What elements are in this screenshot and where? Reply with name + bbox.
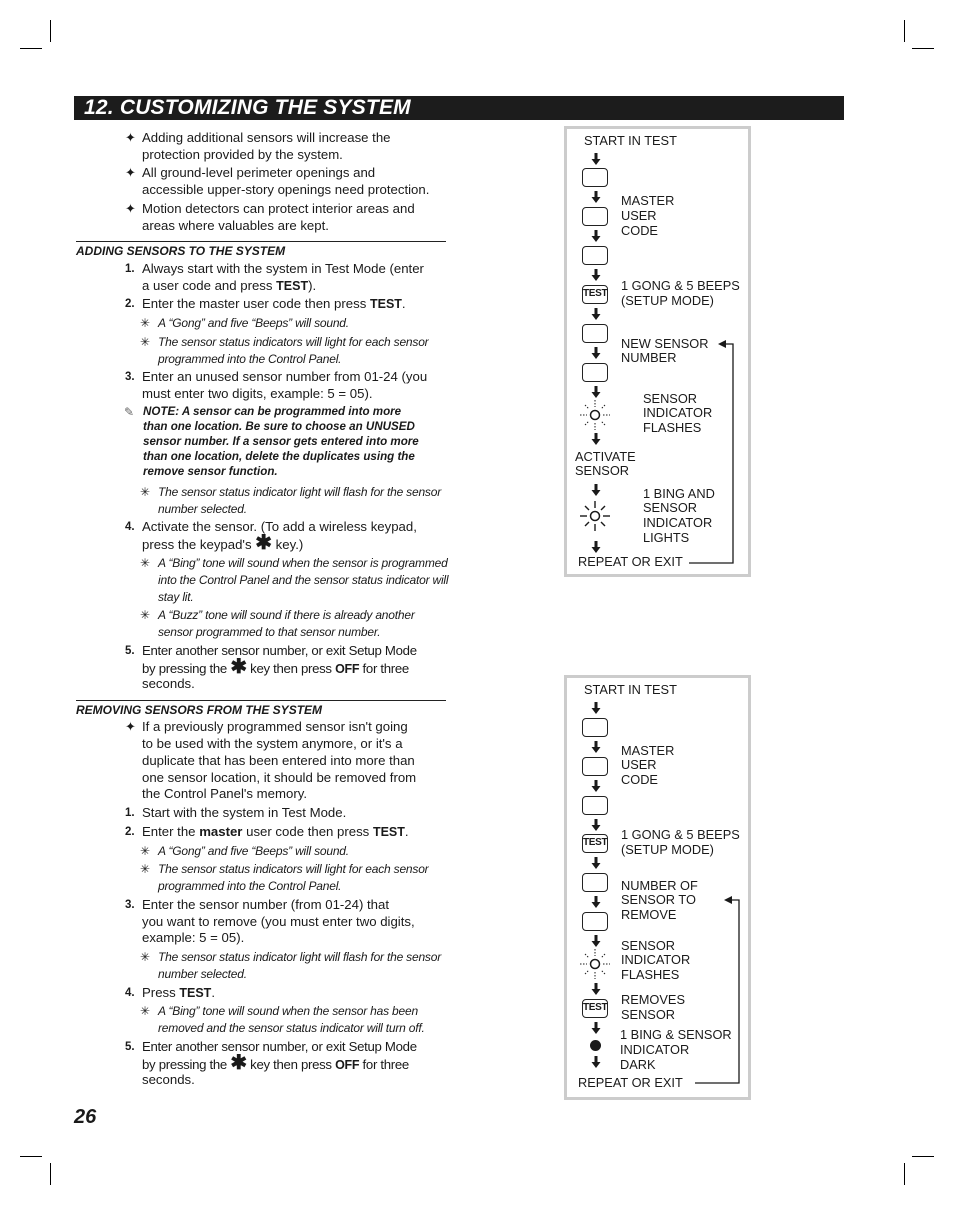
arrow-down-icon — [591, 1056, 601, 1068]
flow-label: ACTIVATE — [575, 449, 636, 464]
arrow-down-icon — [591, 269, 601, 281]
step-number: 5. — [125, 645, 135, 657]
intro-line: All ground-level perimeter openings and — [142, 165, 376, 180]
paragraph-line: If a previously programmed sensor isn't going — [142, 719, 408, 734]
flow-label: REPEAT OR EXIT — [578, 1075, 683, 1090]
substep-note: A “Bing” tone will sound when the sensor is programmed — [158, 556, 448, 570]
test-key-icon: TEST — [582, 834, 608, 853]
arrow-down-icon — [591, 896, 601, 908]
arrow-down-icon — [591, 819, 601, 831]
step-text: Always start with the system in Test Mode (enter — [142, 261, 424, 276]
keypad-key-icon — [582, 912, 608, 931]
flow-label: MASTER — [621, 743, 675, 758]
arrow-down-icon — [591, 983, 601, 995]
step-text: by pressing the ✱ key then press OFF for three — [142, 1052, 409, 1074]
section-heading-removing: REMOVING SENSORS FROM THE SYSTEM — [76, 700, 446, 718]
step-text: you want to remove (you must enter two digits, — [142, 914, 415, 929]
flashing-indicator-icon — [578, 948, 612, 980]
note-text: sensor number. If a sensor gets entered into more — [143, 435, 419, 448]
asterisk-icon: ✳ — [140, 608, 151, 622]
substep-note: stay lit. — [158, 590, 194, 604]
flow-label: USER — [621, 208, 657, 223]
asterisk-icon: ✳ — [140, 335, 151, 349]
substep-note: number selected. — [158, 502, 247, 516]
asterisk-icon: ✳ — [140, 556, 151, 570]
substep-note: The sensor status indicators will light for each sensor — [158, 862, 429, 876]
step-text: Enter the master user code then press TEST. — [142, 824, 409, 839]
flow-label: SENSOR — [621, 938, 676, 953]
arrow-down-icon — [591, 935, 601, 947]
test-key-label: TEST — [276, 278, 309, 293]
flow-label: INDICATOR — [643, 515, 713, 530]
intro-line: protection provided by the system. — [142, 146, 343, 162]
keypad-key-icon — [582, 718, 608, 737]
arrow-down-icon — [591, 702, 601, 714]
step-text: example: 5 = 05). — [142, 930, 245, 945]
keypad-key-icon — [582, 207, 608, 226]
step-number: 1. — [125, 807, 135, 819]
substep-note: The sensor status indicator light will flash for the sensor — [158, 485, 442, 499]
crop-mark — [904, 20, 905, 42]
bullet-icon: ✦ — [125, 165, 136, 180]
test-key-label: TEST — [372, 825, 405, 839]
arrow-down-icon — [591, 191, 601, 203]
flow-label: CODE — [621, 772, 658, 787]
bullet-icon: ✦ — [125, 201, 136, 216]
test-key-label: TEST — [369, 297, 402, 311]
crop-mark — [50, 20, 51, 42]
flow-label: REMOVES — [621, 992, 685, 1007]
crop-mark — [50, 1163, 51, 1185]
asterisk-icon: ✳ — [140, 862, 151, 876]
step-text: Enter the sensor number (from 01-24) that — [142, 897, 390, 912]
asterisk-icon: ✳ — [140, 485, 151, 499]
substep-note: A “Bing” tone will sound when the sensor has been — [158, 1004, 418, 1018]
arrow-down-icon — [591, 347, 601, 359]
off-key-label: OFF — [335, 661, 360, 676]
intro-line: Motion detectors can protect interior areas and — [142, 201, 415, 216]
flow-label: SENSOR — [643, 500, 698, 515]
flow-label: NEW SENSOR — [621, 336, 709, 351]
note-text: NOTE: A sensor can be programmed into more — [143, 405, 402, 418]
substep-note: The sensor status indicator light will flash for the sensor — [158, 950, 442, 964]
substep-note: into the Control Panel and the sensor status indicator will — [158, 573, 449, 587]
flow-label: NUMBER — [621, 350, 677, 365]
keypad-key-icon — [582, 363, 608, 382]
substep-note: A “Buzz” tone will sound if there is already another — [158, 608, 415, 622]
keypad-key-icon — [582, 796, 608, 815]
substep-note: A “Gong” and five “Beeps” will sound. — [158, 844, 349, 858]
substep-note: programmed into the Control Panel. — [158, 352, 342, 366]
step-number: 3. — [125, 899, 135, 911]
flow-label: USER — [621, 757, 657, 772]
crop-mark — [912, 48, 934, 49]
flow-label: NUMBER OF — [621, 878, 698, 893]
arrow-down-icon — [591, 433, 601, 445]
arrow-down-icon — [591, 153, 601, 165]
star-key-icon: ✱ — [230, 1052, 247, 1074]
step-text: press the keypad's ✱ key.) — [142, 532, 304, 554]
step-number: 3. — [125, 371, 135, 383]
step-text: Start with the system in Test Mode. — [142, 805, 347, 820]
crop-mark — [20, 48, 42, 49]
step-text: Enter another sensor number, or exit Setup Mode — [142, 1039, 417, 1054]
flow-label: START IN TEST — [584, 682, 677, 697]
step-text: seconds. — [142, 1072, 195, 1087]
note-text: than one location, delete the duplicates using the — [143, 450, 415, 463]
flow-label: INDICATOR — [621, 952, 691, 967]
test-key-icon: TEST — [582, 999, 608, 1018]
step-number: 4. — [125, 987, 135, 999]
asterisk-icon: ✳ — [140, 1004, 151, 1018]
note-text: remove sensor function. — [143, 465, 278, 478]
arrow-down-icon — [591, 857, 601, 869]
arrow-down-icon — [591, 1022, 601, 1034]
substep-note: programmed into the Control Panel. — [158, 879, 342, 893]
flow-label: MASTER — [621, 193, 675, 208]
keypad-key-icon — [582, 757, 608, 776]
flow-label: SENSOR — [643, 391, 698, 406]
paragraph-line: the Control Panel's memory. — [142, 786, 307, 801]
bullet-icon: ✦ — [125, 719, 136, 734]
keypad-key-icon — [582, 168, 608, 187]
arrow-down-icon — [591, 541, 601, 553]
crop-mark — [904, 1163, 905, 1185]
arrow-down-icon — [591, 230, 601, 242]
arrow-down-icon — [591, 308, 601, 320]
step-number: 4. — [125, 521, 135, 533]
loop-back-arrow-icon — [694, 894, 742, 1086]
asterisk-icon: ✳ — [140, 950, 151, 964]
step-text: Activate the sensor. (To add a wireless keypad, — [142, 519, 417, 534]
substep-note: removed and the sensor status indicator will turn off. — [158, 1021, 425, 1035]
flow-label: SENSOR — [621, 1007, 676, 1022]
test-key-label: TEST — [179, 986, 212, 1000]
paragraph-line: one sensor location, it should be removed from — [142, 770, 417, 785]
substep-note: sensor programmed to that sensor number. — [158, 625, 381, 639]
pencil-icon: ✎ — [124, 405, 135, 419]
step-text: Enter the master user code then press TEST. — [142, 296, 406, 311]
crop-mark — [912, 1156, 934, 1157]
flow-label: START IN TEST — [584, 133, 677, 148]
page-number: 26 — [74, 1106, 97, 1128]
substep-note: number selected. — [158, 967, 247, 981]
arrow-down-icon — [591, 780, 601, 792]
flow-label: FLASHES — [621, 967, 680, 982]
arrow-down-icon — [591, 484, 601, 496]
flow-label: CODE — [621, 223, 658, 238]
step-text: seconds. — [142, 676, 195, 691]
loop-back-arrow-icon — [688, 338, 738, 566]
step-number: 5. — [125, 1041, 135, 1053]
step-text: Press TEST. — [142, 985, 215, 1000]
flow-label: SENSOR — [575, 463, 630, 478]
flow-label: 1 BING AND — [643, 486, 715, 501]
substep-note: A “Gong” and five “Beeps” will sound. — [158, 316, 349, 330]
star-key-icon: ✱ — [230, 655, 247, 678]
section-header — [74, 96, 844, 120]
keypad-key-icon — [582, 324, 608, 343]
crop-mark — [20, 1156, 42, 1157]
intro-line: accessible upper-story openings need protection. — [142, 181, 430, 197]
page-title: 12. CUSTOMIZING THE SYSTEM — [84, 96, 411, 119]
test-key-icon: TEST — [582, 285, 608, 304]
step-text: Enter another sensor number, or exit Setup Mode — [142, 643, 417, 658]
step-text: must enter two digits, example: 5 = 05). — [142, 385, 373, 401]
flow-label: FLASHES — [643, 420, 702, 435]
star-key-icon: ✱ — [255, 532, 272, 554]
note-text: than one location. Be sure to choose an UNUSED — [143, 420, 415, 433]
flashing-indicator-icon — [578, 399, 612, 431]
bullet-icon: ✦ — [125, 130, 136, 145]
keypad-key-icon — [582, 246, 608, 265]
flow-label: 1 GONG & 5 BEEPS — [621, 278, 740, 293]
flow-label: DARK — [620, 1057, 656, 1072]
paragraph-line: duplicate that has been entered into more than — [142, 753, 415, 768]
step-text: by pressing the ✱ key then press OFF for three — [142, 655, 409, 678]
step-text: Enter an unused sensor number from 01-24 (you — [142, 369, 428, 384]
flow-label: LIGHTS — [643, 530, 690, 545]
flow-label: (SETUP MODE) — [621, 842, 714, 857]
step-number: 2. — [125, 298, 135, 310]
flow-label: 1 GONG & 5 BEEPS — [621, 827, 740, 842]
step-number: 1. — [125, 263, 135, 275]
flow-label: REMOVE — [621, 907, 677, 922]
intro-line: areas where valuables are kept. — [142, 217, 329, 233]
flow-label: 1 BING & SENSOR — [620, 1027, 732, 1042]
step-number: 2. — [125, 826, 135, 838]
flow-label: INDICATOR — [620, 1042, 690, 1057]
flow-label: (SETUP MODE) — [621, 293, 714, 308]
asterisk-icon: ✳ — [140, 316, 151, 330]
substep-note: The sensor status indicators will light for each sensor — [158, 335, 429, 349]
step-text: a user code and press TEST). — [142, 277, 317, 293]
intro-line: Adding additional sensors will increase the — [142, 130, 391, 145]
lit-indicator-icon — [578, 500, 612, 532]
dark-indicator-icon — [590, 1040, 601, 1051]
asterisk-icon: ✳ — [140, 844, 151, 858]
flow-label: INDICATOR — [643, 405, 713, 420]
keypad-key-icon — [582, 873, 608, 892]
section-heading-adding: ADDING SENSORS TO THE SYSTEM — [76, 241, 446, 259]
paragraph-line: to be used with the system anymore, or it's a — [142, 736, 403, 751]
flow-label: SENSOR TO — [621, 892, 696, 907]
flow-label: REPEAT OR EXIT — [578, 554, 683, 569]
arrow-down-icon — [591, 386, 601, 398]
arrow-down-icon — [591, 741, 601, 753]
off-key-label: OFF — [335, 1058, 360, 1072]
